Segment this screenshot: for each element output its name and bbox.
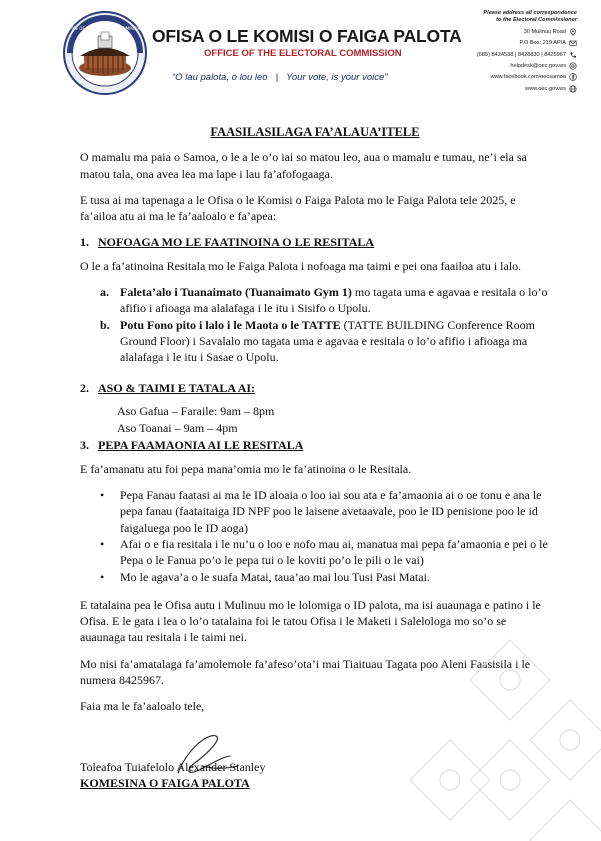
electoral-commission-logo [62,10,148,96]
contact-phones [407,49,577,60]
list-item [100,284,550,317]
closing-line: Faia ma le fa’aaloalo tele, [80,699,205,714]
list-item-rest: (TATTE BUILDING Conference Room Ground Floor) i Savalalo mo tagata uma e agavaa e resitala o lo’o afifio i afioaga ma alalafaga i le itu i Sasae o Upolu. [120,317,535,365]
bullet-item [100,569,550,585]
bullet-icon: • [100,536,105,551]
list-item [100,317,550,366]
location-icon [569,28,577,36]
section-1-number: 1. [80,235,89,250]
motto-separator: | [275,72,279,83]
contact-po-box [407,38,577,49]
decorative-watermark [410,620,601,841]
signer-title: KOMESINA O FAIGA PALOTA [80,776,250,790]
facebook-text[interactable]: www.facebook.com/oecsamoa [490,74,566,81]
address-note-line1: Please address all correspondence [483,10,577,16]
bullet-icon: • [100,488,105,503]
contact-email[interactable] [407,60,577,71]
contact-facebook[interactable] [407,72,577,83]
contact-paragraph: Mo nisi fa’amatalaga fa’amolemole fa’afeso’ota’i mai Tiaituau Tagata poo Aleni Faasisila i le numera 8425967. [80,656,531,688]
bullet-text: Mo le agava’a o le suafa Matai, taua’ao mai lou Tusi Pasi Matai. [120,569,430,584]
org-subtitle: OFFICE OF THE ELECTORAL COMMISSION [204,48,402,59]
website-text[interactable]: www.oec.gov.ws [525,85,566,92]
section-1-heading [80,234,550,250]
motto [172,72,387,83]
section-3-number: 3. [80,438,89,453]
section-2-heading [80,380,550,396]
intro-paragraph-1: O mamalu ma paia o Samoa, o le a le o’o iai so matou leo, aua o mamalu e tumau, ne’i ela sa matou tala, ona avea lea ma lape i lau fa’afofogaaga. [80,150,527,181]
po-box-text: P.O Box: 219 APIA [519,40,566,47]
bullet-text: Pepa Fanau faatasi ai ma le ID aloaia o loo iai sou ata e fa’amaonia ai o oe tonu e ana le pepa fanau (faataitaiga ID NPF poo le laisene avetaavale, poo le ID penisione poo le id faigaluega poo le ID aoga) [120,488,542,535]
at-icon [569,62,577,70]
list-item-rest: mo tagata uma e agavaa e resitala o lo’o afifio i afioaga ma alalafaga i le itu i Sisifo o Upolu. [120,285,548,316]
requirements-list [100,487,550,585]
section-2-number: 2. [80,380,89,395]
contact-road [407,26,577,37]
list-item-label: b. [100,317,110,332]
intro-paragraph-2: E tusa ai ma tapenaga a le Ofisa o le Komisi o Faiga Palota mo le Faiga Palota tele 2025, e fa’ailoa atu ai ma le fa’aaloalo e fa’apea: [80,192,516,224]
list-item-bold: Potu Fono pito i lalo i le Maota o le TATTE [120,317,341,332]
contact-block [407,10,577,95]
phones-text: (685) 8424538 | 8428830 | 8425967 [476,51,566,58]
section-1-title: NOFOAGA MO LE FAATINOINA O LE RESITALA [98,235,375,250]
location-list [100,284,550,365]
bullet-item [100,487,550,536]
opening-time-weekdays: Aso Gafua – Faraile: 9am – 8pm [117,403,275,418]
org-title: OFISA O LE KOMISI O FAIGA PALOTA [152,26,462,46]
list-item-text [120,284,550,317]
signature-block [80,728,340,828]
globe-icon [569,85,577,93]
phone-icon [569,51,577,59]
list-item-label: a. [100,285,109,300]
list-item-text [120,317,550,366]
document-title: FAASILASILAGA FA’ALAUA’ITELE [210,125,420,139]
contact-website[interactable] [407,83,577,94]
bullet-text: Afai o e fia resitala i le nu’u o loo e nofo mau ai, manatua mai pepa fa’amaonia e pei o le Pepa o le Fanua po’o le pepa tui o le koviti po’o le pili o le vai) [120,536,548,568]
bullet-icon: • [100,569,105,584]
section-1-text: O le a fa’atinoina Resitala mo le Faiga Palota i nofoaga ma taimi e pei ona faailoa atu i lalo. [80,258,522,273]
section-3-title: PEPA FAAMAONIA AI LE RESITALA [98,438,304,453]
email-text[interactable]: helpdesk@oec.gov.ws [510,63,566,70]
mail-icon [569,39,577,47]
signer-name: Toleafoa Tuiafelolo Alexander Stanley [80,760,266,774]
svg-text:OFFICE OF THE ELECTORAL COMMIS: OFFICE OF THE ELECTORAL COMMISSION [63,26,147,31]
opening-time-saturday: Aso Toanai – 9am – 4pm [117,421,238,436]
section-3-text: E fa’amanatu atu foi pepa mana’omia mo le fa’atinoina o le Resitala. [80,461,412,476]
bullet-item [100,536,550,569]
facebook-icon [569,73,577,81]
road-text: 30 Mulinuu Road [523,28,566,35]
address-note-line2: to the Electoral Commissioner [496,16,577,23]
list-item-bold: Faleta’alo i Tuanaimato (Tuanaimato Gym 1) [120,285,352,300]
section-2-title: ASO & TAIMI E TATALA AI: [98,380,256,395]
offices-paragraph: E tatalaina pea le Ofisa autu i Mulinuu mo le lolomiga o ID palota, ma isi auaunaga e patino i le Ofisa. E le gata i lea o lo’o tatalaina foi le tatou Ofisa i le Maketi i Salelologa mo so’o se auaunaga tau resitala i le taimi nei. [80,597,541,645]
motto-english: Your vote, is your voice” [286,72,388,83]
motto-samoan: “O lau palota, o lou leo [172,72,268,83]
section-3-heading [80,437,550,453]
